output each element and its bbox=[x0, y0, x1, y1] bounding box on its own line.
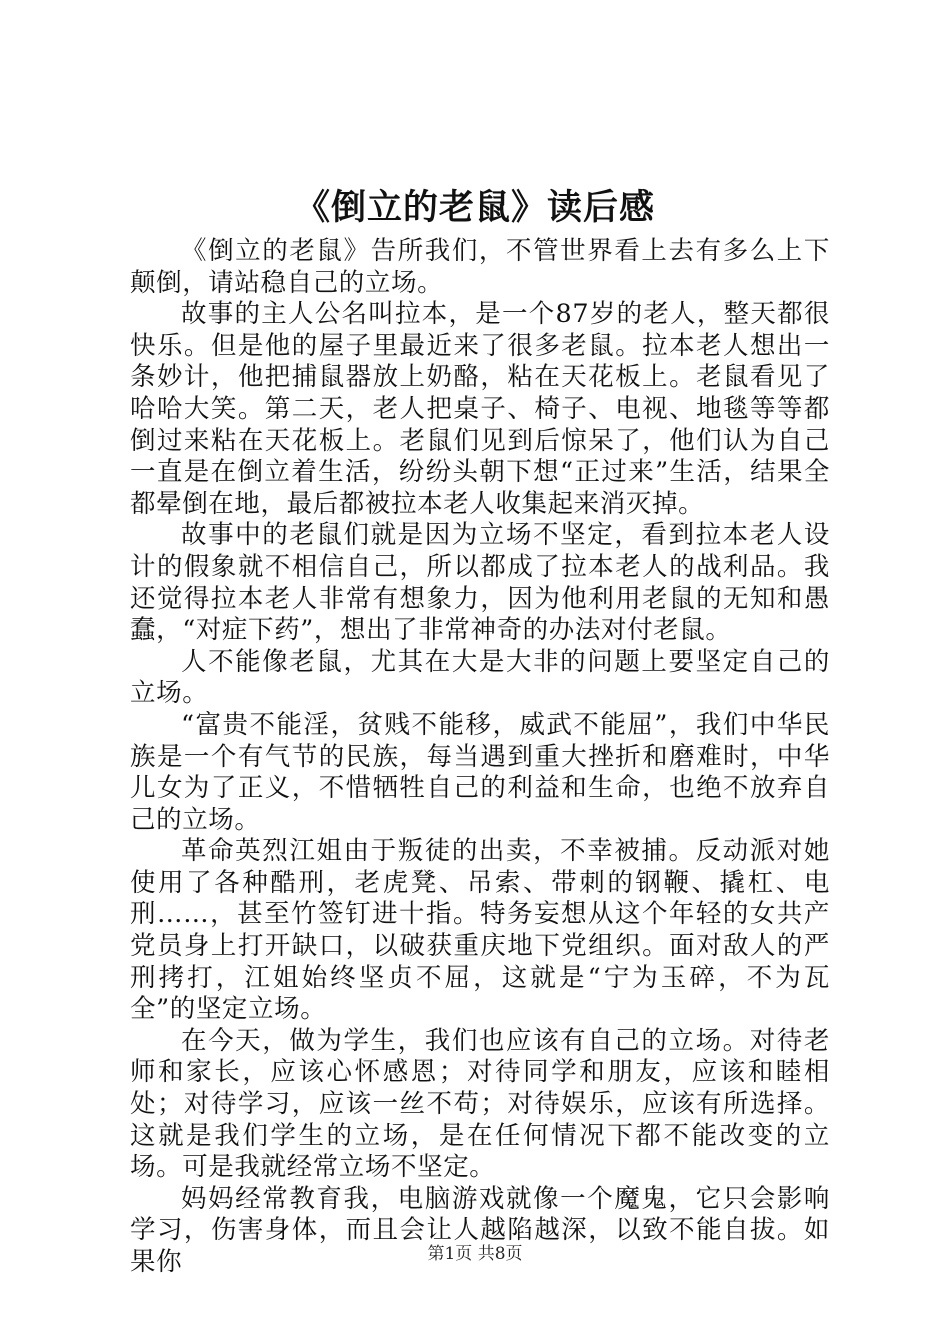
paragraph-2: 故事的主人公名叫拉本，是一个87岁的老人，整天都很快乐。但是他的屋子里最近来了很多老鼠。拉本老人想出一条妙计，他把捕鼠器放上奶酪，粘在天花板上。老鼠看见了哈哈大笑。第二天，老人把桌子、椅子、电视、地毯等等都倒过来粘在天花板上。老鼠们见到后惊呆了，他们认为自己一直是在倒立着生活，纷纷头朝下想“正过来”生活，结果全都晕倒在地，最后都被拉本老人收集起来消灭掉。 bbox=[130, 299, 830, 519]
page-footer: 第1页 共8页 bbox=[427, 1244, 523, 1264]
paragraph-6: 革命英烈江姐由于叛徒的出卖，不幸被捕。反动派对她使用了各种酷刑，老虎凳、吊索、带刺的钢鞭、撬杠、电刑……，甚至竹签钉进十指。特务妄想从这个年轻的女共产党员身上打开缺口，以破获重庆地下党组织。面对敌人的严刑拷打，江姐始终坚贞不屈，这就是“宁为玉碎，不为瓦全”的坚定立场。 bbox=[130, 836, 830, 1025]
paragraph-8: 妈妈经常教育我，电脑游戏就像一个魔鬼，它只会影响学习，伤害身体，而且会让人越陷越深，以致不能自拔。如果你 bbox=[130, 1183, 830, 1277]
paragraph-3: 故事中的老鼠们就是因为立场不坚定，看到拉本老人设计的假象就不相信自己，所以都成了拉本老人的战利品。我还觉得拉本老人非常有想象力，因为他利用老鼠的无知和愚蠢，“对症下药”，想出了非常神奇的办法对付老鼠。 bbox=[130, 520, 830, 646]
paragraph-1: 《倒立的老鼠》告所我们，不管世界看上去有多么上下颠倒，请站稳自己的立场。 bbox=[130, 236, 830, 298]
document-body bbox=[130, 236, 830, 1279]
document-title: 《倒立的老鼠》读后感 bbox=[294, 187, 655, 228]
paragraph-7: 在今天，做为学生，我们也应该有自己的立场。对待老师和家长，应该心怀感恩；对待同学和朋友，应该和睦相处；对待学习，应该一丝不苟；对待娱乐，应该有所选择。这就是我们学生的立场，是在任何情况下都不能改变的立场。可是我就经常立场不坚定。 bbox=[130, 1025, 830, 1183]
paragraph-5: “富贵不能淫，贫贱不能移，威武不能屈”，我们中华民族是一个有气节的民族，每当遇到重大挫折和磨难时，中华儿女为了正义，不惜牺牲自己的利益和生命，也绝不放弃自己的立场。 bbox=[130, 709, 830, 835]
paragraph-4: 人不能像老鼠，尤其在大是大非的问题上要坚定自己的立场。 bbox=[130, 646, 830, 709]
